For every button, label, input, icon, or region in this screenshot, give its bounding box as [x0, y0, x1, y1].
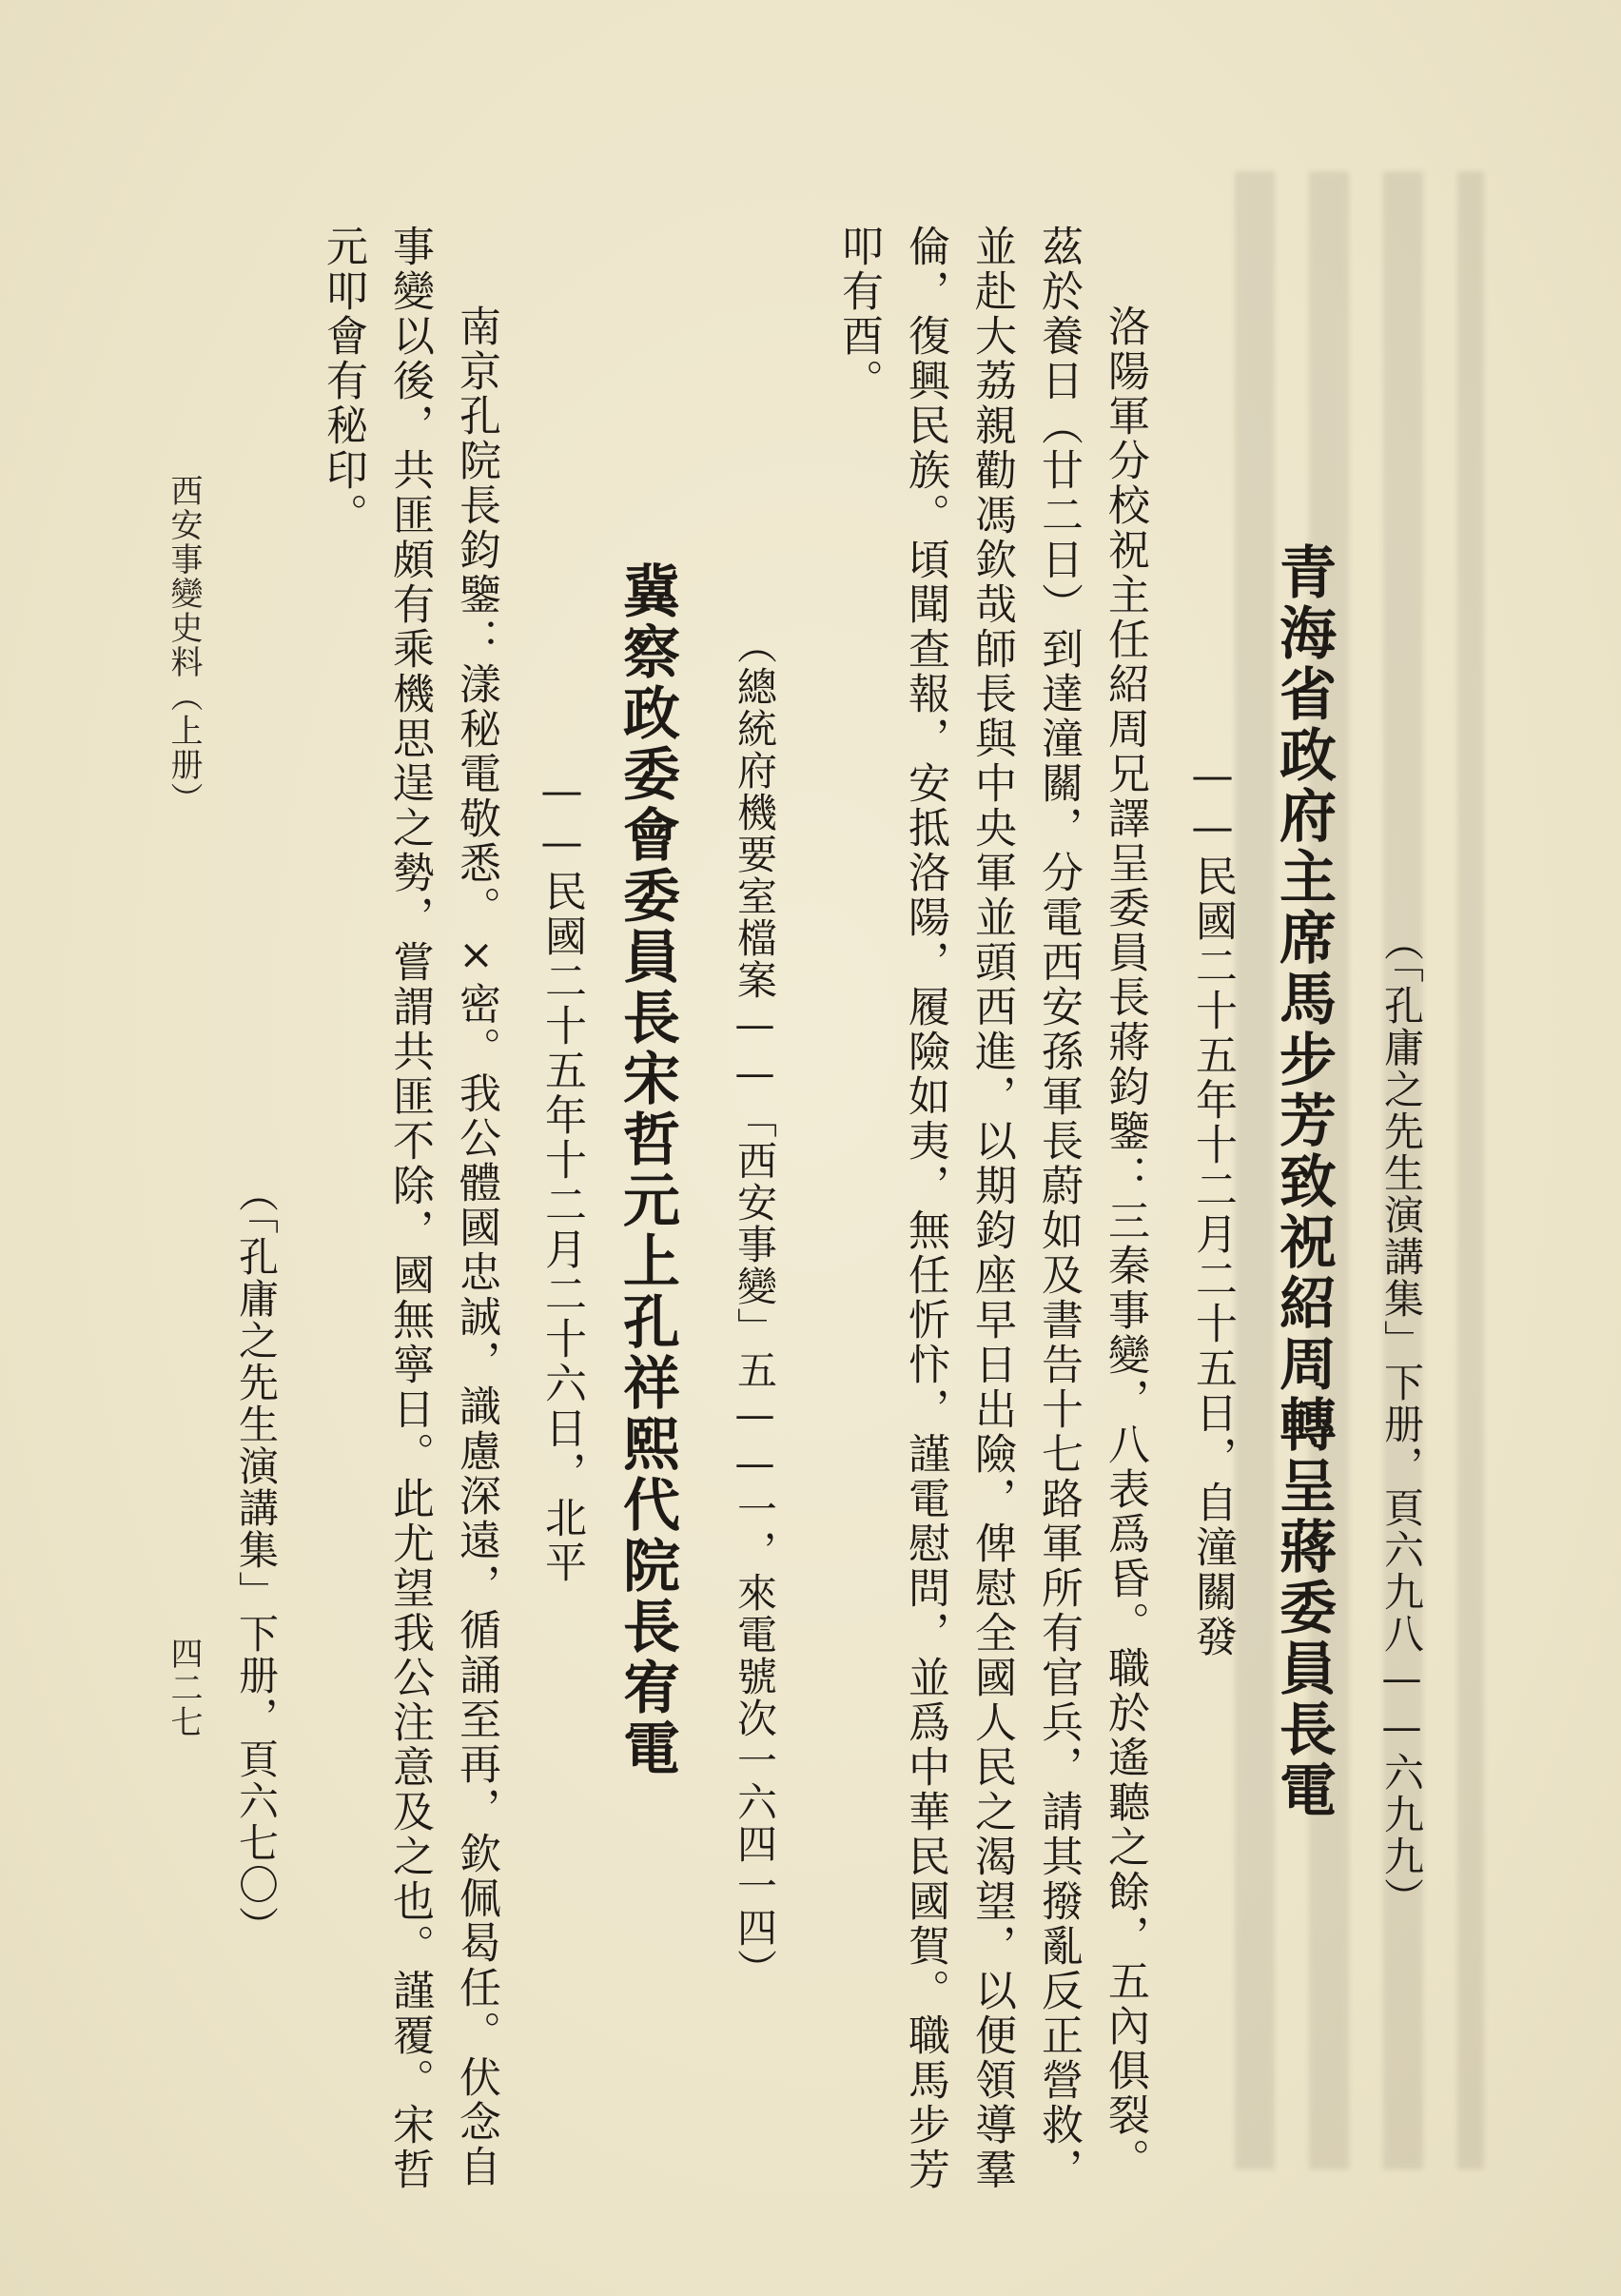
bleed-through-text [1218, 171, 1484, 2169]
date-line-1: ——民國二十五年十二月二十五日，自潼關發 [1188, 752, 1237, 1659]
page-number: 四二七 [165, 1637, 203, 1739]
body-column-7: 事變以後，共匪頗有乘機思逞之勢，嘗謂共匪不除，國無寧日。此尤望我公注意及之也。謹覆。宋哲 [385, 225, 434, 2192]
body-column-8: 元叩會有秘印。 [319, 225, 367, 538]
document-title-1: 青海省政府主席馬步芳致祝紹周轉呈蔣委員長電 [1270, 542, 1337, 1821]
source-citation-2: （總統府機要室檔案——「西安事變」五——一，來電號次一六四一四） [732, 624, 778, 1991]
date-line-2: ——民國二十五年十二月二十六日，北平 [537, 767, 586, 1585]
body-column-4: 倫，復興民族。頃聞查報，安抵洛陽，履險如夷，無任忻忭，謹電慰問，並爲中華民國賀。職馬步芳 [901, 225, 949, 2192]
source-citation-1: （「孔庸之先生演講集」下册，頁六九八——六九九） [1378, 921, 1425, 1919]
body-column-3: 並赴大荔親勸馮欽哉師長與中央軍並頭西進，以期鈞座早日出險，俾慰全國人民之渴望，以便領導羣 [967, 225, 1016, 2192]
body-column-6: 南京孔院長鈞鑒：漾秘電敬悉。×密。我公體國忠誠，識慮深遠，循誦至再，欽佩曷任。伏念自 [452, 304, 500, 2189]
body-column-5: 叩有酉。 [834, 225, 883, 403]
source-citation-3: （「孔庸之先生演講集」下册，頁六七〇） [233, 1172, 280, 1948]
body-column-2: 茲於養日（廿二日）到達潼關，分電西安孫軍長蔚如及書告十七路軍所有官兵，請其撥亂反正營救， [1034, 225, 1083, 2192]
body-column-1: 洛陽軍分校祝主任紹周兄譯呈委員長蔣鈞鑒：三秦事變，八表爲昏。職於遙聽之餘，五內俱裂。 [1101, 304, 1149, 2183]
running-head: 西安事變史料（上册） [165, 474, 203, 816]
document-title-2: 冀察政委會委員長宋哲元上孔祥熙代院長宥電 [614, 561, 680, 1779]
